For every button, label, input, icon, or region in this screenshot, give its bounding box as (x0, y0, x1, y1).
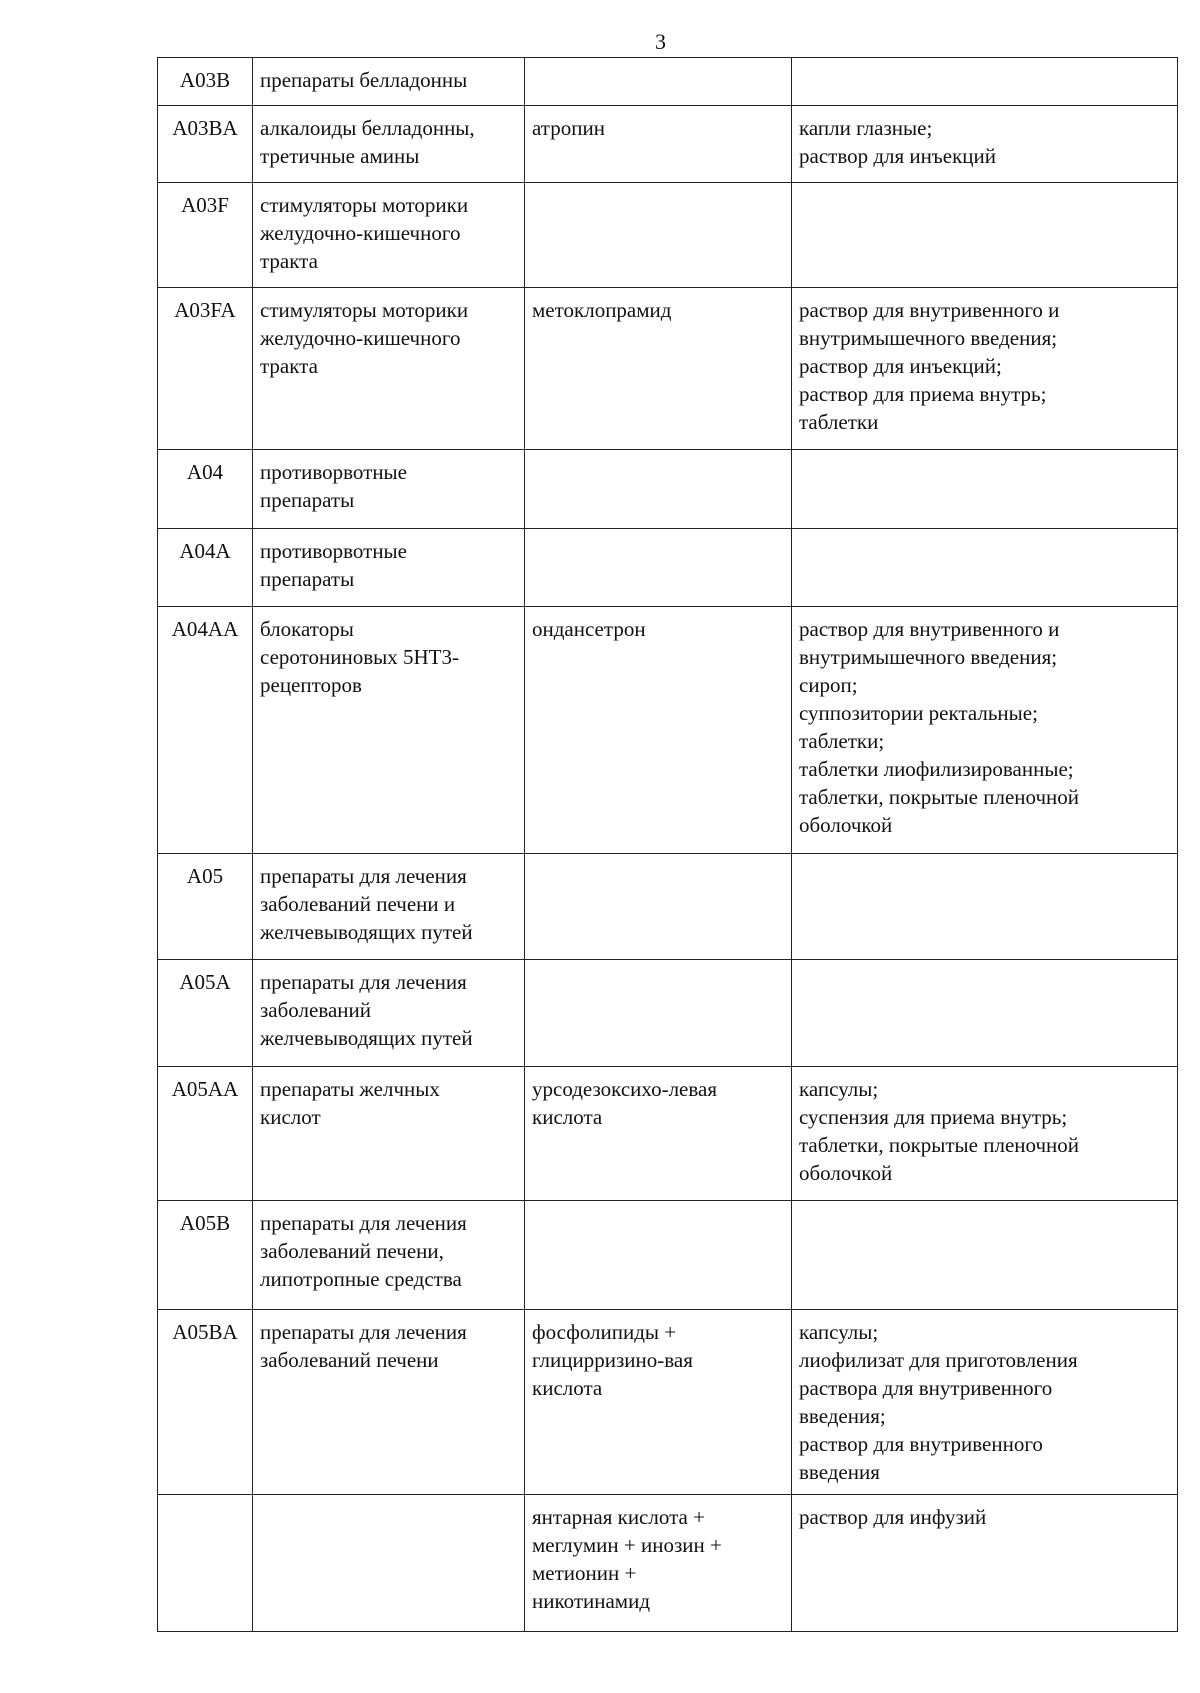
group-name: противорвотные препараты (253, 529, 525, 607)
drug-name: атропин (525, 106, 792, 183)
table-row (158, 288, 1178, 450)
drug-name: метоклопрамид (525, 288, 792, 450)
group-name: препараты для лечения заболеваний желчевыводящих путей (253, 960, 525, 1067)
dosage-form: раствор для внутривенного и внутримышечного введения; раствор для инъекций; раствор для приема внутрь; таблетки (792, 288, 1178, 450)
drug-name: урсодезоксихо-левая кислота (525, 1067, 792, 1201)
table-row (158, 1201, 1178, 1310)
atc-code: A05 (158, 854, 253, 960)
dosage-form: капсулы; суспензия для приема внутрь; таблетки, покрытые пленочной оболочкой (792, 1067, 1178, 1201)
atc-code: A04AA (158, 607, 253, 854)
drug-name (525, 960, 792, 1067)
atc-code: A05A (158, 960, 253, 1067)
atc-code: A03BA (158, 106, 253, 183)
group-name: противорвотные препараты (253, 450, 525, 529)
dosage-form (792, 854, 1178, 960)
atc-code: A05B (158, 1201, 253, 1310)
drug-name (525, 58, 792, 106)
dosage-form: капли глазные; раствор для инъекций (792, 106, 1178, 183)
table-row (158, 607, 1178, 854)
drug-name (525, 1201, 792, 1310)
group-name: стимуляторы моторики желудочно-кишечного тракта (253, 288, 525, 450)
dosage-form: раствор для инфузий (792, 1495, 1178, 1632)
table-row (158, 183, 1178, 288)
group-name: алкалоиды белладонны, третичные амины (253, 106, 525, 183)
table-row (158, 1310, 1178, 1495)
atc-code: A04 (158, 450, 253, 529)
dosage-form: раствор для внутривенного и внутримышечного введения; сироп; суппозитории ректальные; таблетки; таблетки лиофилизированные; таблетки, покрытые пленочной оболочкой (792, 607, 1178, 854)
table-row (158, 854, 1178, 960)
dosage-form (792, 450, 1178, 529)
page-number: 3 (655, 29, 666, 54)
table-row (158, 450, 1178, 529)
atc-code: A04A (158, 529, 253, 607)
dosage-form (792, 960, 1178, 1067)
atc-code: A05AA (158, 1067, 253, 1201)
dosage-form (792, 183, 1178, 288)
group-name: препараты для лечения заболеваний печени, липотропные средства (253, 1201, 525, 1310)
atc-code: A03FA (158, 288, 253, 450)
drug-name: ондансетрон (525, 607, 792, 854)
group-name: препараты белладонны (253, 58, 525, 106)
drug-name: фосфолипиды + глицирризино-вая кислота (525, 1310, 792, 1495)
table-row (158, 1495, 1178, 1632)
atc-code (158, 1495, 253, 1632)
table-row (158, 529, 1178, 607)
dosage-form (792, 529, 1178, 607)
group-name: стимуляторы моторики желудочно-кишечного тракта (253, 183, 525, 288)
group-name: препараты желчных кислот (253, 1067, 525, 1201)
atc-code: A03F (158, 183, 253, 288)
table-row (158, 1067, 1178, 1201)
table-row (158, 58, 1178, 106)
group-name: препараты для лечения заболеваний печени (253, 1310, 525, 1495)
atc-code: A05BA (158, 1310, 253, 1495)
atc-code: A03B (158, 58, 253, 106)
drug-name (525, 854, 792, 960)
drug-name (525, 450, 792, 529)
drug-table (157, 57, 1178, 1632)
table-row (158, 960, 1178, 1067)
drug-name (525, 529, 792, 607)
drug-name (525, 183, 792, 288)
drug-name: янтарная кислота + меглумин + инозин + метионин + никотинамид (525, 1495, 792, 1632)
dosage-form (792, 1201, 1178, 1310)
group-name (253, 1495, 525, 1632)
dosage-form: капсулы; лиофилизат для приготовления раствора для внутривенного введения; раствор для внутривенного введения (792, 1310, 1178, 1495)
group-name: препараты для лечения заболеваний печени и желчевыводящих путей (253, 854, 525, 960)
group-name: блокаторы серотониновых 5HT3- рецепторов (253, 607, 525, 854)
table-row (158, 106, 1178, 183)
dosage-form (792, 58, 1178, 106)
